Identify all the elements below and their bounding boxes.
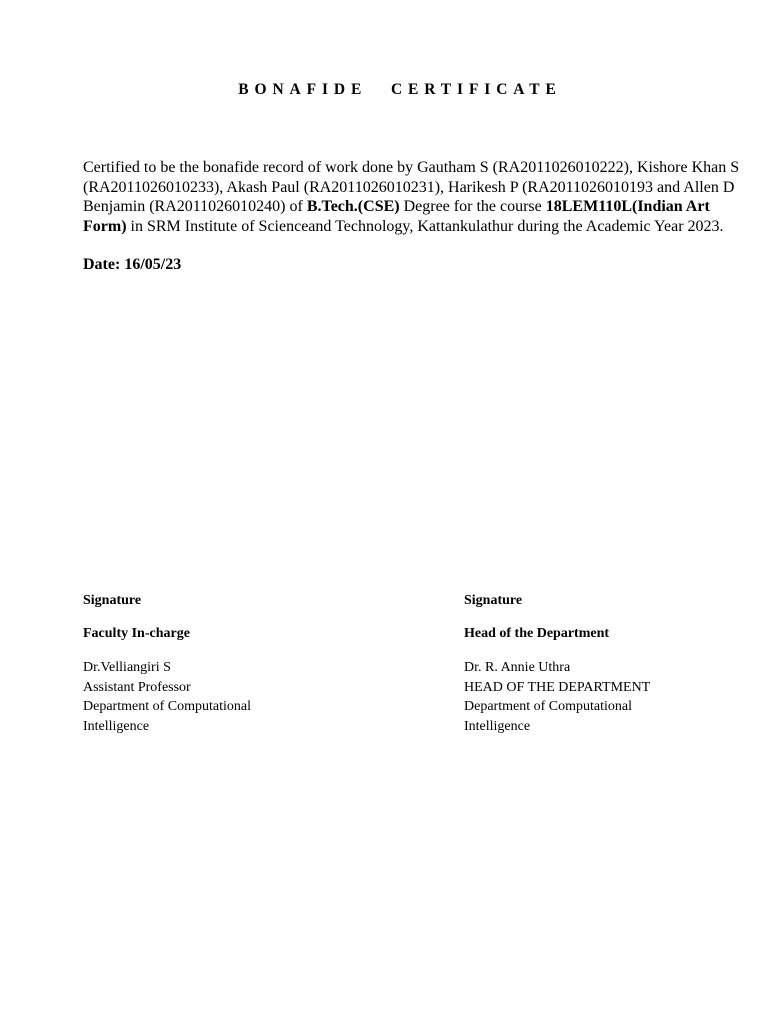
body-intro: Certified to be the bonafide record of work done by Gautham S (RA2011026010222), Kishore Khan S (RA2011026010233), Akash Paul (RA2011026010231), Harikesh P (RA2011026010193 and Allen D Benjamin (RA2011026010240) of xyxy=(83,159,740,216)
faculty-signature-label: Signature xyxy=(83,593,142,608)
hod-signature-label: Signature xyxy=(464,593,523,608)
certificate-title: BONAFIDE CERTIFICATE xyxy=(238,81,562,98)
hod-designation: HEAD OF THE DEPARTMENT xyxy=(464,679,651,695)
faculty-name: Dr.Velliangiri S xyxy=(83,660,171,675)
body-course-prefix: Degree for the course xyxy=(399,198,546,216)
course-name: 18LEM110L(Indian Art Form) xyxy=(83,198,710,235)
body-suffix: in SRM Institute of Scienceand Technology, Kattankulathur during the Academic Year 2023. xyxy=(126,217,724,235)
certificate-date: Date: 16/05/23 xyxy=(83,256,182,273)
faculty-designation: Assistant Professor xyxy=(83,679,191,695)
hod-department-line2: Intelligence xyxy=(464,718,531,734)
hod-role: Head of the Department xyxy=(464,626,610,641)
faculty-role: Faculty In-charge xyxy=(83,626,190,641)
faculty-department-line1: Department of Computational xyxy=(83,699,251,715)
certificate-body xyxy=(83,158,743,236)
hod-name: Dr. R. Annie Uthra xyxy=(464,660,571,675)
faculty-signature-block xyxy=(83,592,383,736)
hod-department-line1: Department of Computational xyxy=(464,699,632,715)
hod-signature-block xyxy=(464,592,764,736)
degree-name: B.Tech.(CSE) xyxy=(306,198,400,216)
faculty-department-line2: Intelligence xyxy=(83,718,150,734)
